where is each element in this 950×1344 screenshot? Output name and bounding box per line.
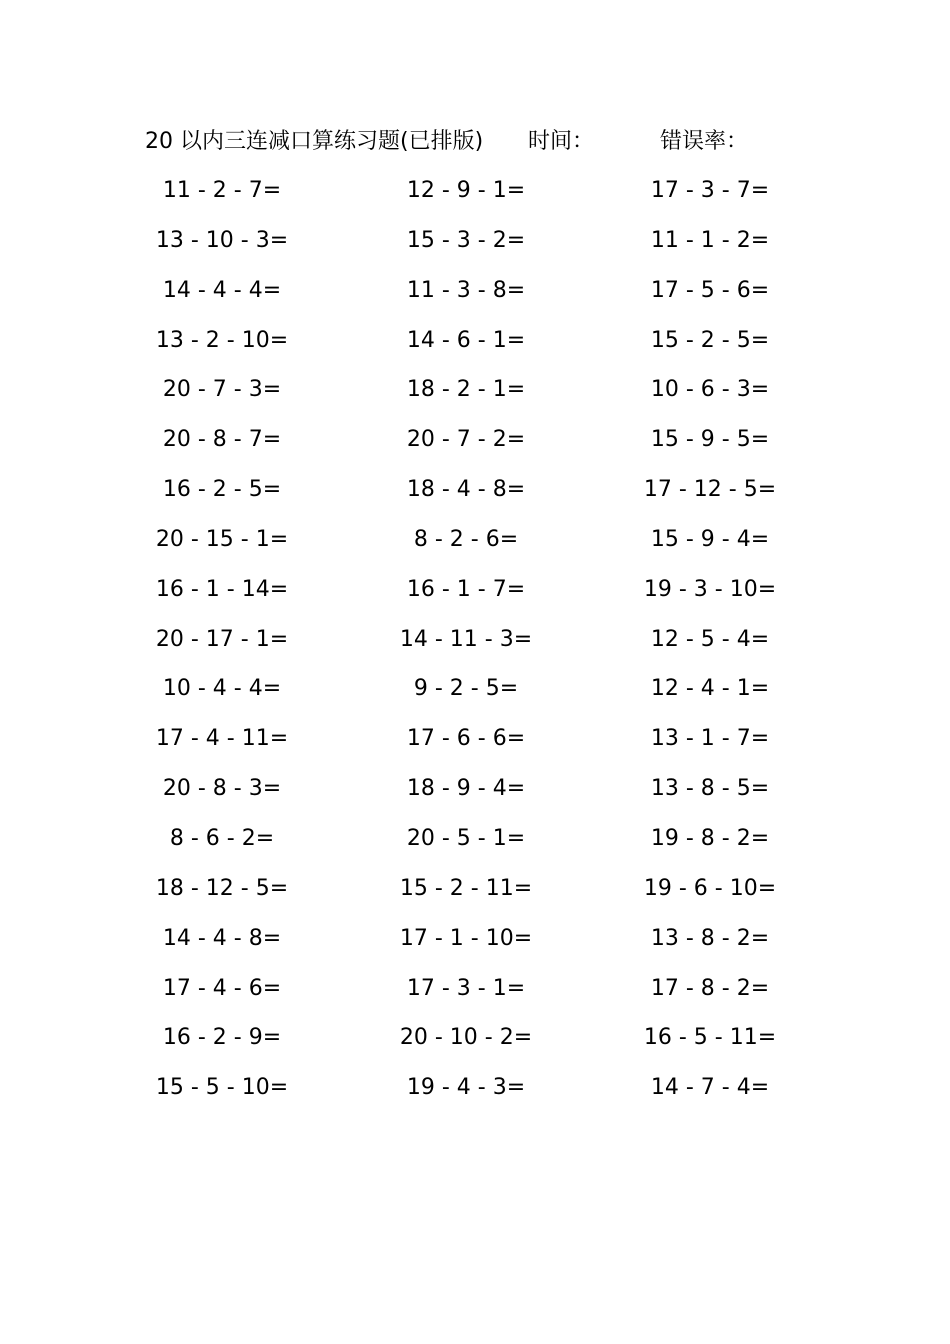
math-problem: 17 - 12 - 5= bbox=[643, 477, 777, 503]
math-problem: 11 - 2 - 7= bbox=[162, 178, 282, 203]
math-problem: 8 - 2 - 6= bbox=[413, 526, 519, 552]
math-problem: 19 - 3 - 10= bbox=[643, 576, 777, 602]
math-problem: 17 - 4 - 11= bbox=[155, 726, 289, 752]
math-problem: 14 - 4 - 8= bbox=[162, 925, 282, 951]
math-problem: 13 - 1 - 7= bbox=[650, 726, 770, 752]
math-problem: 13 - 8 - 5= bbox=[650, 776, 770, 802]
problem-row bbox=[0, 322, 950, 372]
math-problem: 18 - 2 - 1= bbox=[406, 377, 526, 403]
problem-row bbox=[0, 820, 950, 870]
math-problem: 17 - 3 - 1= bbox=[406, 975, 526, 1001]
problem-row bbox=[0, 571, 950, 621]
math-problem: 13 - 10 - 3= bbox=[155, 227, 289, 253]
math-problem: 14 - 7 - 4= bbox=[650, 1075, 770, 1101]
math-problem: 13 - 8 - 2= bbox=[650, 925, 770, 951]
math-problem: 15 - 5 - 10= bbox=[155, 1075, 289, 1101]
math-problem: 19 - 4 - 3= bbox=[406, 1075, 526, 1101]
math-problem: 9 - 2 - 5= bbox=[413, 676, 519, 702]
math-problem: 18 - 4 - 8= bbox=[406, 477, 526, 503]
math-problem: 14 - 11 - 3= bbox=[399, 626, 533, 652]
math-problem: 11 - 3 - 8= bbox=[406, 277, 526, 303]
problem-row bbox=[0, 421, 950, 471]
math-problem: 15 - 2 - 5= bbox=[650, 327, 770, 353]
math-problem: 11 - 1 - 2= bbox=[650, 227, 770, 253]
problem-row bbox=[0, 1019, 950, 1069]
math-problem: 19 - 8 - 2= bbox=[650, 825, 770, 851]
math-problem: 17 - 8 - 2= bbox=[650, 975, 770, 1001]
math-problem: 20 - 8 - 3= bbox=[162, 776, 282, 802]
worksheet-title: 20 以内三连减口算练习题(已排版) bbox=[145, 129, 484, 154]
problem-row bbox=[0, 1069, 950, 1119]
math-problem: 13 - 2 - 10= bbox=[155, 327, 289, 353]
math-problem: 15 - 2 - 11= bbox=[399, 875, 533, 901]
math-problem: 17 - 4 - 6= bbox=[162, 975, 282, 1001]
problem-row bbox=[0, 870, 950, 920]
math-problem: 12 - 4 - 1= bbox=[650, 676, 770, 702]
math-problem: 10 - 6 - 3= bbox=[650, 377, 770, 403]
math-problem: 17 - 5 - 6= bbox=[650, 277, 770, 303]
math-problem: 14 - 4 - 4= bbox=[162, 277, 282, 303]
math-problem: 15 - 3 - 2= bbox=[406, 227, 526, 253]
math-problem: 20 - 7 - 2= bbox=[406, 427, 526, 453]
math-problem: 17 - 3 - 7= bbox=[650, 178, 770, 203]
math-problem: 17 - 1 - 10= bbox=[399, 925, 533, 951]
problem-row bbox=[0, 172, 950, 222]
math-problem: 16 - 1 - 7= bbox=[406, 576, 526, 602]
math-problem: 19 - 6 - 10= bbox=[643, 875, 777, 901]
math-problem: 17 - 6 - 6= bbox=[406, 726, 526, 752]
problem-row bbox=[0, 272, 950, 322]
math-problem: 16 - 1 - 14= bbox=[155, 576, 289, 602]
problem-row bbox=[0, 970, 950, 1020]
problem-row bbox=[0, 920, 950, 970]
math-problem: 16 - 2 - 9= bbox=[162, 1025, 282, 1051]
math-problem: 20 - 17 - 1= bbox=[155, 626, 289, 652]
error-rate-label: 错误率： bbox=[660, 129, 749, 154]
problem-row bbox=[0, 621, 950, 671]
math-problem: 20 - 5 - 1= bbox=[406, 825, 526, 851]
math-problem: 12 - 9 - 1= bbox=[406, 178, 526, 203]
math-problem: 16 - 5 - 11= bbox=[643, 1025, 777, 1051]
math-problem: 12 - 5 - 4= bbox=[650, 626, 770, 652]
math-problem: 20 - 8 - 7= bbox=[162, 427, 282, 453]
problem-row bbox=[0, 720, 950, 770]
worksheet-header bbox=[0, 124, 950, 160]
math-problem: 20 - 15 - 1= bbox=[155, 526, 289, 552]
math-problem: 15 - 9 - 5= bbox=[650, 427, 770, 453]
math-problem: 18 - 12 - 5= bbox=[155, 875, 289, 901]
problem-row bbox=[0, 371, 950, 421]
math-problem: 16 - 2 - 5= bbox=[162, 477, 282, 503]
math-problem: 20 - 7 - 3= bbox=[162, 377, 282, 403]
math-problem: 10 - 4 - 4= bbox=[162, 676, 282, 702]
math-problem: 18 - 9 - 4= bbox=[406, 776, 526, 802]
math-problem: 14 - 6 - 1= bbox=[406, 327, 526, 353]
problem-row bbox=[0, 521, 950, 571]
problem-grid bbox=[0, 172, 950, 1119]
problem-row bbox=[0, 770, 950, 820]
problem-row bbox=[0, 670, 950, 720]
math-problem: 20 - 10 - 2= bbox=[399, 1025, 533, 1051]
math-problem: 15 - 9 - 4= bbox=[650, 526, 770, 552]
problem-row bbox=[0, 471, 950, 521]
math-problem: 8 - 6 - 2= bbox=[169, 825, 275, 851]
problem-row bbox=[0, 222, 950, 272]
time-label: 时间： bbox=[528, 129, 595, 154]
